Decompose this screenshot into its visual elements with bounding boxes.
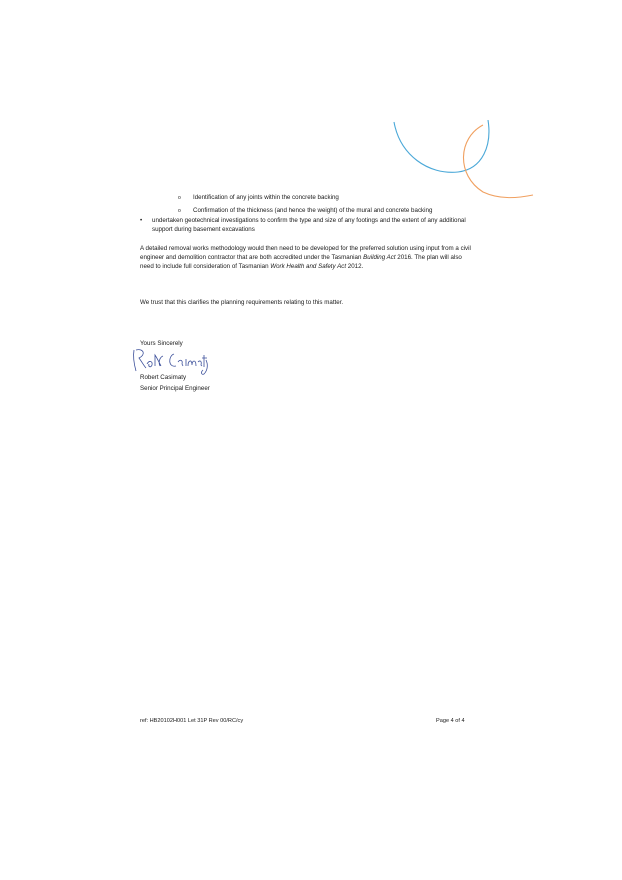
company-logo-arcs — [388, 120, 538, 205]
bullet-icon: • — [140, 217, 143, 224]
act-name: Building Act — [363, 253, 396, 261]
footer-page-number: Page 4 of 4 — [436, 718, 465, 724]
sub-list-item-text: Identification of any joints within the concrete backing — [193, 194, 339, 201]
trust-statement: We trust that this clarifies the planning requirements relating to this matter. — [140, 299, 344, 306]
methodology-paragraph — [140, 245, 475, 271]
logo-orange-arc — [463, 125, 533, 198]
closing-salutation: Yours Sincerely — [140, 340, 183, 347]
signatory-title: Senior Principal Engineer — [140, 385, 210, 392]
footer-reference: ref: HB20102H001 Let 31P Rev 00/RC/cy — [140, 718, 244, 724]
logo-blue-arc — [394, 120, 489, 172]
paragraph-text: A detailed removal works methodology would then need to be developed for the preferred solution using input from a civil engineer and demolition contractor that are both accredited under the Tasmanian — [140, 245, 471, 261]
act-name: Work Health and Safety Act — [270, 262, 347, 270]
paragraph-text: 2012. — [346, 262, 364, 270]
circle-bullet-icon: o — [178, 208, 181, 214]
signatory-name: Robert Casimaty — [140, 374, 187, 381]
circle-bullet-icon: o — [178, 195, 181, 201]
handwritten-signature — [130, 346, 210, 376]
sub-list-item-text: Confirmation of the thickness (and hence the weight) of the mural and concrete backing — [193, 207, 433, 214]
bullet-list-item-text: undertaken geotechnical investigations to confirm the type and size of any footings and the extent of any additional support during basement excavations — [152, 217, 466, 233]
paragraph-text: 2016. The plan will also need to include full consideration of Tasmanian — [140, 253, 462, 270]
